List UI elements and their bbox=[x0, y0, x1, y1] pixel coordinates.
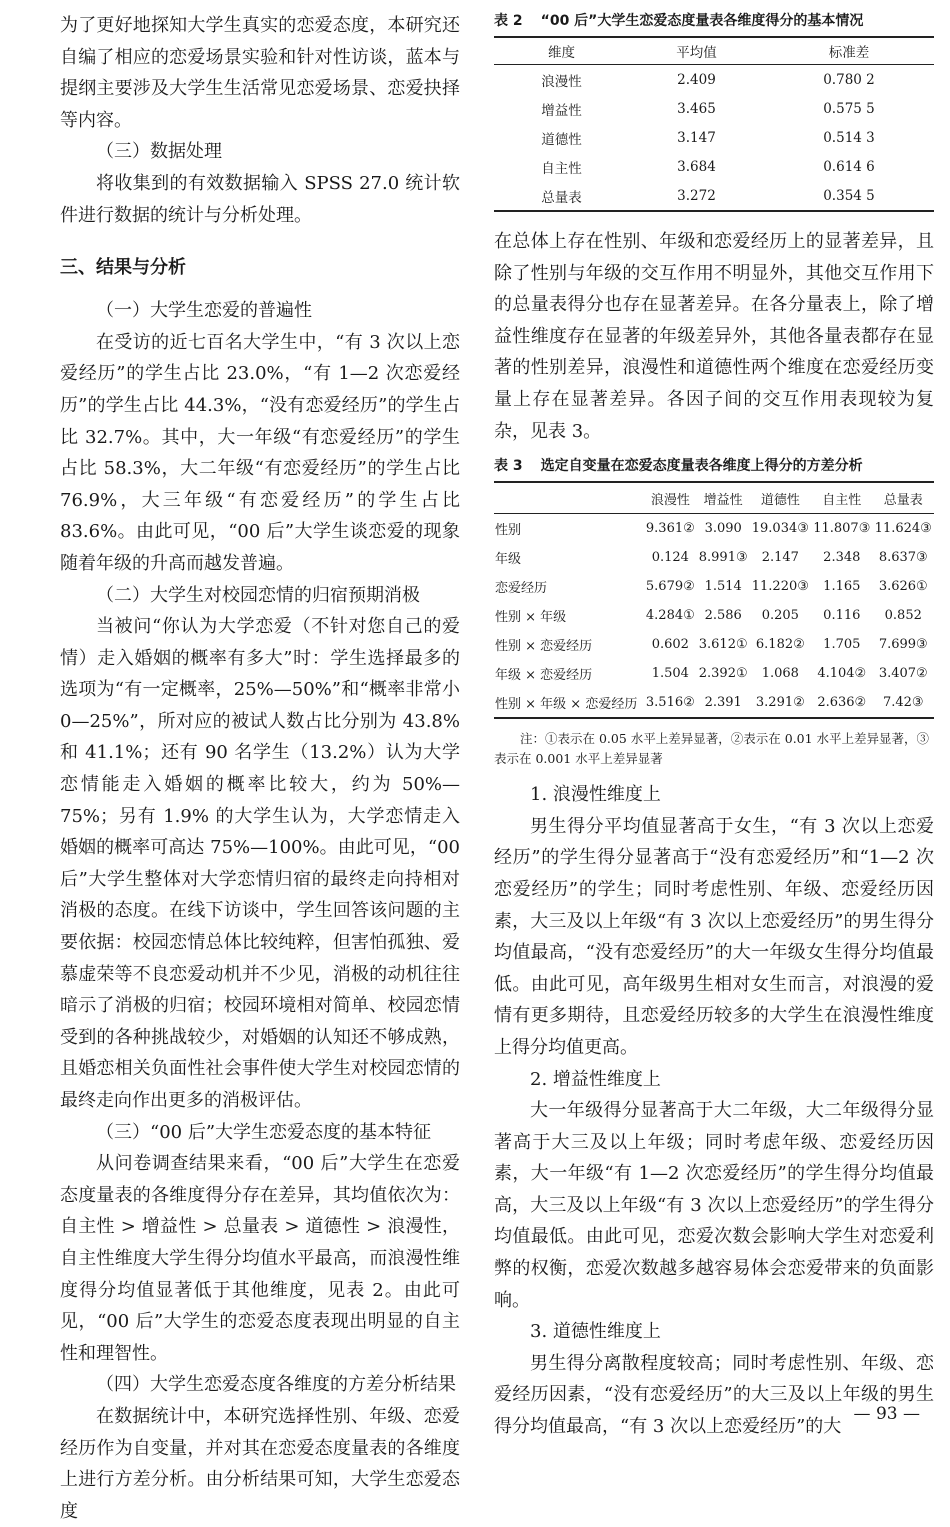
table2-header-cell: 维度 bbox=[494, 37, 629, 65]
table-cell: 4.104② bbox=[817, 666, 867, 682]
table-cell: 0.205 bbox=[761, 608, 799, 624]
table-cell: 9.361② bbox=[645, 521, 695, 537]
table-cell: 6.182② bbox=[755, 637, 805, 653]
row-label: 年级 × 恋爱经历 bbox=[495, 668, 593, 684]
table-cell: 0.780 2 bbox=[823, 71, 875, 88]
table-header-cell: 增益性 bbox=[697, 482, 750, 514]
table-cell: 2.147 bbox=[761, 550, 799, 566]
table-row bbox=[494, 659, 934, 688]
row-label: 性别 × 年级 × 恋爱经历 bbox=[495, 697, 638, 713]
table2-header-row bbox=[494, 37, 934, 65]
table-cell: 4.284① bbox=[645, 608, 695, 624]
table-row bbox=[494, 152, 934, 181]
table-cell: 0.124 bbox=[651, 550, 689, 566]
row-label: 恋爱经历 bbox=[495, 581, 548, 597]
paragraph: （三）“00 后”大学生恋爱态度的基本特征 bbox=[96, 1121, 432, 1143]
table-cell: 8.637③ bbox=[878, 550, 928, 566]
table-cell: 自主性 bbox=[541, 160, 582, 177]
table3-note: 注：①表示在 0.05 水平上差异显著，②表示在 0.01 水平上差异显著，③表示在 0.001 水平上差异显著 bbox=[494, 731, 930, 767]
table3-title: 选定自变量在恋爱态度量表各维度上得分的方差分析 bbox=[540, 458, 863, 475]
table2-header-cell: 标准差 bbox=[764, 37, 934, 65]
table-cell: 总量表 bbox=[541, 189, 582, 206]
table-cell: 3.626① bbox=[878, 579, 928, 595]
paragraph: 大一年级得分显著高于大二年级，大二年级得分显著高于大三及以上年级；同时考虑年级、恋爱经历因素，大一年级“有 1—2 次恋爱经历”的学生得分均值最高，大三及以上年级“有 3 次以上恋爱经历”的学生得分均值最低。由此可见，恋爱次数会影响大学生对恋爱利弊的权衡，恋爱次数越多越容易体会恋爱带来的负面影响。 bbox=[494, 1100, 934, 1311]
table-cell: 2.391 bbox=[704, 695, 742, 711]
table-cell: 19.034③ bbox=[751, 521, 809, 537]
table3-header-row bbox=[494, 482, 934, 514]
paragraph: （二）大学生对校园恋情的归宿预期消极 bbox=[96, 584, 420, 606]
table-cell: 浪漫性 bbox=[541, 73, 582, 90]
table-row bbox=[494, 94, 934, 123]
table-row bbox=[494, 123, 934, 152]
paragraph: 在数据统计中，本研究选择性别、年级、恋爱经历作为自变量，并对其在恋爱态度量表的各维度上进行方差分析。由分析结果可知，大学生恋爱态度 bbox=[60, 1405, 460, 1522]
table-cell: 1.504 bbox=[651, 666, 689, 682]
table-cell: 2.636② bbox=[817, 695, 867, 711]
table-row bbox=[494, 572, 934, 601]
table-cell: 3.147 bbox=[677, 129, 716, 146]
table-row bbox=[494, 65, 934, 95]
table2-header-cell: 平均值 bbox=[629, 37, 764, 65]
table-cell: 11.220③ bbox=[751, 579, 809, 595]
paragraph: （一）大学生恋爱的普遍性 bbox=[96, 300, 312, 322]
left-column bbox=[60, 10, 460, 1527]
table-row bbox=[494, 630, 934, 659]
table-header-cell bbox=[494, 482, 644, 514]
table-cell: 1.165 bbox=[823, 579, 861, 595]
paragraph: 1. 浪漫性维度上 bbox=[530, 784, 661, 806]
paragraph: 3. 道德性维度上 bbox=[530, 1321, 661, 1343]
table-cell: 0.614 6 bbox=[823, 158, 875, 175]
table3-caption bbox=[494, 455, 934, 475]
table-row bbox=[494, 181, 934, 211]
table2-label: 表 2 bbox=[494, 13, 523, 29]
table-cell: 11.807③ bbox=[813, 521, 871, 537]
table-header-cell: 浪漫性 bbox=[644, 482, 697, 514]
table-cell: 3.272 bbox=[677, 187, 716, 204]
paragraph: （四）大学生恋爱态度各维度的方差分析结果 bbox=[96, 1374, 456, 1396]
table-cell: 0.575 5 bbox=[823, 100, 875, 117]
table-cell: 3.465 bbox=[677, 100, 716, 117]
table-row bbox=[494, 601, 934, 630]
table-cell: 0.852 bbox=[884, 608, 922, 624]
table-cell: 2.409 bbox=[677, 71, 716, 88]
row-label: 性别 × 年级 bbox=[495, 610, 567, 626]
table-cell: 1.068 bbox=[761, 666, 799, 682]
table-cell: 11.624③ bbox=[874, 521, 932, 537]
table-cell: 3.612① bbox=[698, 637, 748, 653]
table-cell: 0.514 3 bbox=[823, 129, 875, 146]
paragraph: 在总体上存在性别、年级和恋爱经历上的显著差异，且除了性别与年级的交互作用不明显外，其他交互作用下的总量表得分也存在显著差异。在各分量表上，除了增益性维度存在显著的年级差异外，其他各量表都存在显著的性别差异，浪漫性和道德性两个维度在恋爱经历变量上存在显著差异。各因子间的交互作用表现较为复杂，见表 3。 bbox=[494, 231, 934, 442]
table-cell: 增益性 bbox=[541, 102, 582, 119]
table-cell: 2.586 bbox=[704, 608, 742, 624]
table-cell: 7.42③ bbox=[882, 695, 924, 711]
table-row bbox=[494, 543, 934, 572]
table-header-cell: 自主性 bbox=[811, 482, 872, 514]
page-number: — 93 — bbox=[853, 1404, 920, 1424]
row-label: 性别 × 恋爱经历 bbox=[495, 639, 593, 655]
table-cell: 3.684 bbox=[677, 158, 716, 175]
table-cell: 0.116 bbox=[823, 608, 861, 624]
right-column bbox=[494, 10, 934, 1443]
paragraph: 在受访的近七百名大学生中，“有 3 次以上恋爱经历”的学生占比 23.0%，“有 1—2 次恋爱经历”的学生占比 44.3%，“没有恋爱经历”的学生占比 32.7%。其中，大一年级“有恋爱经历”的学生占比 58.3%，大二年级“有恋爱经历”的学生占比 76.9%，大三年级“有恋爱经历”的学生占比 83.6%。由此可见，“00 后”大学生谈恋爱的现象随着年级的升高而越发普遍。 bbox=[60, 331, 460, 574]
table-cell: 2.348 bbox=[823, 550, 861, 566]
table-cell: 1.514 bbox=[704, 579, 742, 595]
paragraph: （三）数据处理 bbox=[96, 141, 222, 163]
table2-caption bbox=[494, 10, 934, 30]
table-cell: 7.699③ bbox=[878, 637, 928, 653]
table-cell: 2.392① bbox=[698, 666, 748, 682]
table-row bbox=[494, 688, 934, 718]
paragraph: 从问卷调查结果来看，“00 后”大学生在恋爱态度量表的各维度得分存在差异，其均值依次为：自主性 > 增益性 > 总量表 > 道德性 > 浪漫性，自主性维度大学生得分均值水平最高，而浪漫性维度得分均值显著低于其他维度，见表 2。由此可见，“00 后”大学生的恋爱态度表现出明显的自主性和理智性。 bbox=[60, 1153, 460, 1364]
table2-title: “00 后”大学生恋爱态度量表各维度得分的基本情况 bbox=[540, 13, 864, 29]
table-cell: 3.291② bbox=[755, 695, 805, 711]
section-heading: 三、结果与分析 bbox=[60, 257, 186, 279]
table-cell: 5.679② bbox=[645, 579, 695, 595]
paragraph: 2. 增益性维度上 bbox=[530, 1068, 661, 1090]
table2 bbox=[494, 36, 934, 212]
paragraph: 男生得分离散程度较高；同时考虑性别、年级、恋爱经历因素，“没有恋爱经历”的大三及以上年级的男生得分均值最高，“有 3 次以上恋爱经历”的大 bbox=[494, 1352, 934, 1438]
table3 bbox=[494, 481, 934, 719]
table-row bbox=[494, 514, 934, 544]
table-cell: 0.602 bbox=[651, 637, 689, 653]
paragraph: 将收集到的有效数据输入 SPSS 27.0 统计软件进行数据的统计与分析处理。 bbox=[60, 172, 460, 226]
table-cell: 3.090 bbox=[704, 521, 742, 537]
table-cell: 8.991③ bbox=[698, 550, 748, 566]
row-label: 年级 bbox=[495, 552, 522, 568]
paragraph: 为了更好地探知大学生真实的恋爱态度，本研究还自编了相应的恋爱场景实验和针对性访谈，蓝本与提纲主要涉及大学生生活常见恋爱场景、恋爱抉择等内容。 bbox=[60, 15, 460, 131]
paragraph: 当被问“你认为大学恋爱（不针对您自己的爱情）走入婚姻的概率有多大”时：学生选择最多的选项为“有一定概率，25%—50%”和“概率非常小 0—25%”，所对应的被试人数占比分别为 43.8% 和 41.1%；还有 90 名学生（13.2%）认为大学恋情能走入婚姻的概率比较大，约为 50%—75%；另有 1.9% 的大学生认为，大学恋情走入婚姻的概率可高达 75%—100%。由此可见，“00 后”大学生整体对大学恋情归宿的最终走向持相对消极的态度。在线下访谈中，学生回答该问题的主要依据：校园恋情总体比较纯粹，但害怕孤独、爱慕虚荣等不良恋爱动机并不少见，消极的动机往往暗示了消极的归宿；校园环境相对简单、校园恋情受到的各种挑战较少，对婚姻的认知还不够成熟，且婚恋相关负面性社会事件使大学生对校园恋情的最终走向作出更多的消极评估。 bbox=[60, 616, 460, 1111]
table-cell: 道德性 bbox=[541, 131, 582, 148]
table-cell: 1.705 bbox=[823, 637, 861, 653]
table-cell: 0.354 5 bbox=[823, 187, 875, 204]
table-header-cell: 总量表 bbox=[873, 482, 934, 514]
table-header-cell: 道德性 bbox=[750, 482, 811, 514]
paragraph: 男生得分平均值显著高于女生，“有 3 次以上恋爱经历”的学生得分显著高于“没有恋爱经历”和“1—2 次恋爱经历”的学生；同时考虑性别、年级、恋爱经历因素，大三及以上年级“有 3 次以上恋爱经历”的男生得分均值最高，“没有恋爱经历”的大一年级女生得分均值最低。由此可见，高年级男生相对女生而言，对浪漫的爱情有更多期待，且恋爱经历较多的大学生在浪漫性维度上得分均值更高。 bbox=[494, 815, 934, 1058]
table-cell: 3.407② bbox=[878, 666, 928, 682]
table-cell: 3.516② bbox=[645, 695, 695, 711]
table3-label: 表 3 bbox=[494, 458, 523, 475]
row-label: 性别 bbox=[495, 523, 522, 539]
